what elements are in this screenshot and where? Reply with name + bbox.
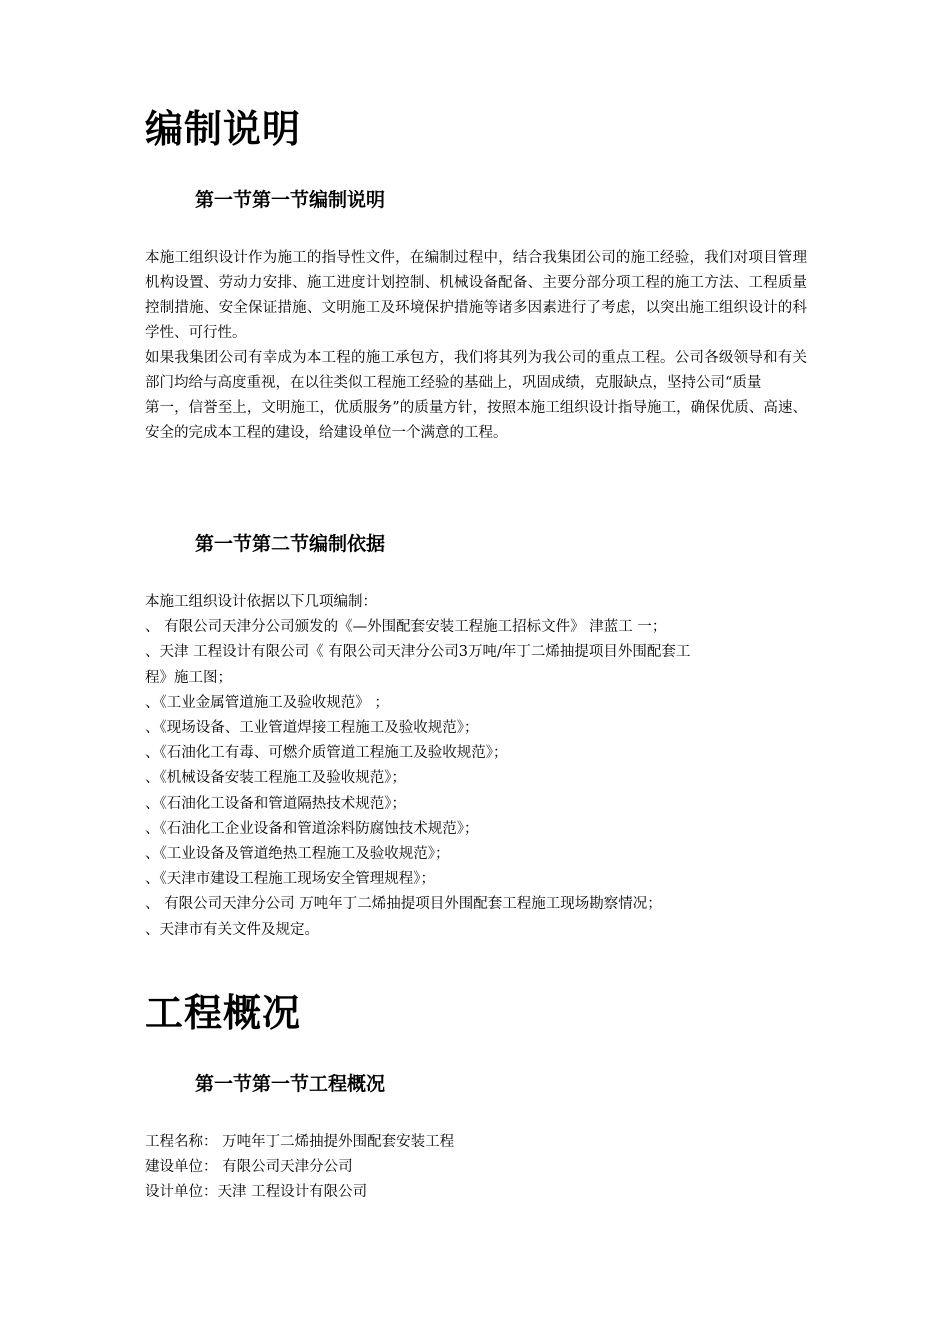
paragraph-3: 第一，信誉至上，文明施工，优质服务”的质量方针，按照本施工组织设计指导施工，确保优质、高速、安全的完成本工程的建设，给建设单位一个满意的工程。 xyxy=(145,400,807,441)
list-item: 、《石油化工有毒、可燃介质管道工程施工及验收规范》； xyxy=(145,745,508,762)
list-item: 程》施工图； xyxy=(145,669,232,686)
list-item: 、天津 工程设计有限公司《 有限公司天津分公司3万吨/年丁二烯抽提项目外围配套工 xyxy=(145,644,691,661)
list-item: 、 有限公司天津分公司 万吨年丁二烯抽提项目外围配套工程施工现场勘察情况； xyxy=(145,896,662,913)
list-item: 、《机械设备安装工程施工及验收规范》； xyxy=(145,770,406,787)
section-title-compilation: 编制说明 xyxy=(145,106,302,151)
paragraph-compilation-notes xyxy=(145,246,807,446)
list-item: 、《工业设备及管道绝热工程施工及验收规范》； xyxy=(145,846,450,863)
basis-list xyxy=(145,590,807,943)
subsection-heading-compilation-basis: 第一节第二节编制依据 xyxy=(195,533,386,555)
list-item: 、《现场设备、工业管道焊接工程施工及验收规范》； xyxy=(145,720,479,737)
designer-row: 设计单位：天津 工程设计有限公司 xyxy=(145,1184,368,1201)
project-name-row: 工程名称： 万吨年丁二烯抽提外围配套安装工程 xyxy=(145,1134,455,1150)
list-item: 、 有限公司天津分公司颁发的《—外围配套安装工程施工招标文件》 津蓝工 一； xyxy=(145,619,667,636)
subsection-heading-compilation-notes: 第一节第一节编制说明 xyxy=(195,189,386,211)
paragraph-2: 如果我集团公司有幸成为本工程的施工承包方，我们将其列为我公司的重点工程。公司各级领导和有关部门均给与高度重视，在以往类似工程施工经验的基础上，巩固成绩，克服缺点，坚持公司“质量 xyxy=(145,350,807,391)
section-title-project-overview: 工程概况 xyxy=(145,990,302,1035)
subsection-heading-project-overview: 第一节第一节工程概况 xyxy=(195,1073,386,1095)
basis-intro: 本施工组织设计依据以下几项编制： xyxy=(145,594,377,610)
list-item: 、《石油化工设备和管道隔热技术规范》； xyxy=(145,795,406,812)
paragraph-1: 本施工组织设计作为施工的指导性文件，在编制过程中，结合我集团公司的施工经验，我们对项目管理机构设置、劳动力安排、施工进度计划控制、机械设备配备、主要分部分项工程的施工方法、工程质量控制措施、安全保证措施、文明施工及环境保护措施等诸多因素进行了考虑，以突出施工组织设计的科学性、可行性。 xyxy=(145,250,807,341)
owner-row: 建设单位： 有限公司天津分公司 xyxy=(145,1159,353,1176)
list-item: 、《石油化工企业设备和管道涂料防腐蚀技术规范》； xyxy=(145,820,479,837)
list-item: 、《工业金属管道施工及验收规范》 ； xyxy=(145,694,389,711)
project-info-list xyxy=(145,1130,807,1206)
list-item: 、天津市有关文件及规定。 xyxy=(145,921,319,938)
list-item: 、《天津市建设工程施工现场安全管理规程》； xyxy=(145,871,435,888)
